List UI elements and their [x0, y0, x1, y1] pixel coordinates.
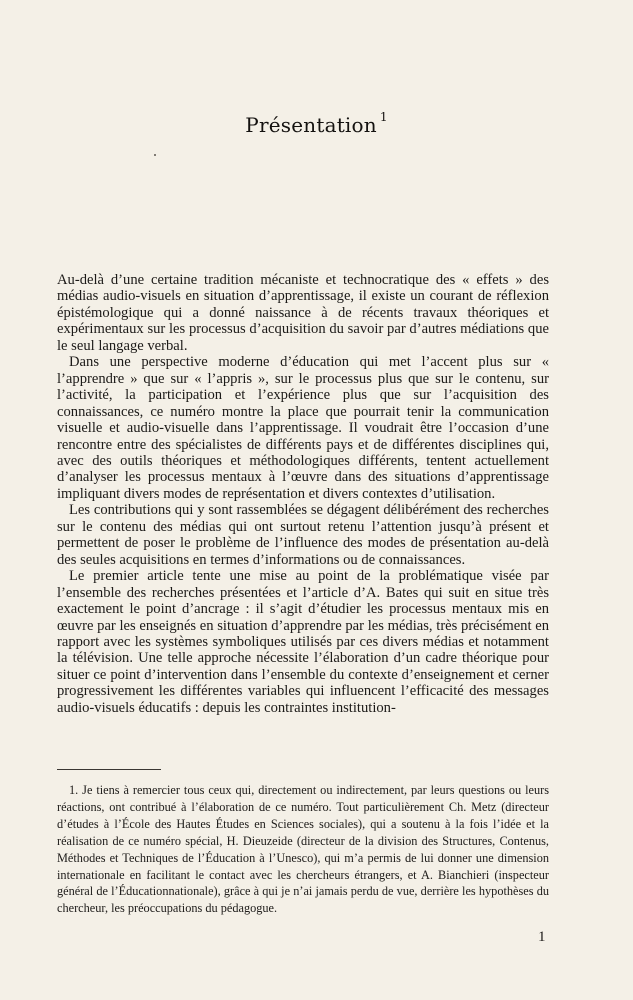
body-text	[57, 272, 549, 716]
paper-speck	[154, 154, 156, 156]
title-footnote-marker: 1	[379, 110, 388, 124]
title-text: Présentation	[245, 113, 377, 137]
paragraph-2: Dans une perspective moderne d’éducation qui met l’accent plus sur « l’apprendre » que sur « l’appris », sur le processus plus que sur le contenu, sur l’activité, la participation et l’expérience plus que sur l’acquisition des connaissances, ce numéro montre la place que pourrait tenir la communication visuelle et audio-visuelle dans l’apprentissage. Il voudrait être l’occasion d’une rencontre entre des spécialistes de différents pays et de différentes disciplines qui, avec des outils théoriques et méthodologiques différents, tentent actuellement d’analyser les processus mentaux à l’œuvre dans des situations d’apprentissage impliquant divers modes de représentation et divers contextes d’utilisation.	[57, 354, 549, 502]
footnote-divider	[57, 769, 161, 770]
footnote	[57, 782, 549, 917]
page-title	[0, 110, 633, 137]
footnote-text: 1. Je tiens à remercier tous ceux qui, directement ou indirectement, par leurs questions ou leurs réactions, ont contribué à l’élaboration de ce numéro. Tout particulièrement Ch. Metz (directeur d’études à l’École des Hautes Études en Sciences sociales), qui a soutenu à la fois l’idée et la réalisation de ce numéro spécial, H. Dieuzeide (directeur de la division des Structures, Contenus, Méthodes et Techniques de l’Éducation à l’Unesco), qui m’a permis de lui donner une dimension internationale en facilitant le contact avec les chercheurs étrangers, et A. Bianchieri (inspecteur général de l’Éducationnationale), grâce à qui je n’ai jamais perdu de vue, derrière les hypothèses du chercheur, les préoccupations du pédagogue.	[57, 783, 549, 916]
paragraph-4: Le premier article tente une mise au point de la problématique visée par l’ensemble des recherches présentées et l’article d’A. Bates qui suit en situe très exactement le point d’ancrage : il s’agit d’étudier les processus mentaux mis en œuvre par les enseignés en situation d’apprendre par les médias, très précisément en rapport avec les systèmes symboliques utilisés par ces divers médias et notamment la télévision. Une telle approche nécessite l’élaboration d’un cadre théorique pour situer ce point d’intervention dans l’ensemble du contexte d’enseignement et cerner progressivement les différentes variables qui influencent l’efficacité des messages audio-visuels éducatifs : depuis les contraintes institution-	[57, 568, 549, 716]
paragraph-3: Les contributions qui y sont rassemblées se dégagent délibérément des recherches sur le contenu des médias qui ont surtout retenu l’attention jusqu’à présent et permettent de poser le problème de l’influence des modes de présentation au-delà des seules acquisitions en termes d’informations ou de connaissances.	[57, 502, 549, 568]
page-number: 1	[538, 929, 546, 945]
paragraph-1: Au-delà d’une certaine tradition mécaniste et technocratique des « effets » des médias audio-visuels en situation d’apprentissage, il existe un courant de réflexion épistémologique qui a donné naissance à de récents travaux théoriques et expérimentaux sur les processus d’acquisition du savoir par d’autres médiations que le seul langage verbal.	[57, 272, 549, 354]
